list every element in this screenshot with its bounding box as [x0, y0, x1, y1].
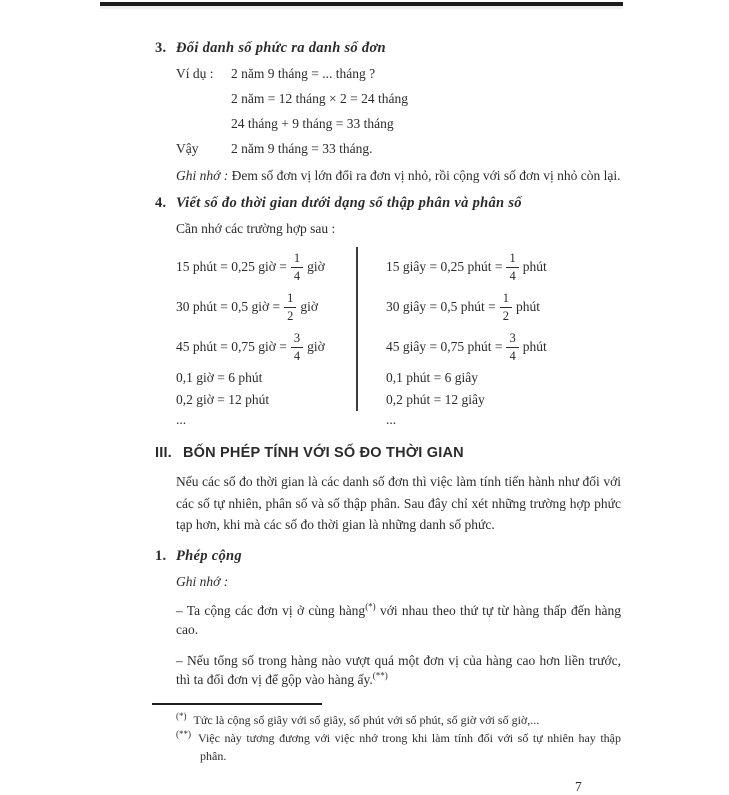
footnote-marker: (**): [176, 729, 191, 739]
conversion-row: [386, 287, 547, 327]
example-line: [176, 91, 621, 107]
fraction-numerator: 1: [500, 291, 512, 307]
conversion-row: [386, 327, 547, 367]
conversion-row: 0,2 giờ = 12 phút: [176, 392, 270, 407]
footnote-separator: [152, 703, 322, 705]
note-label: Ghi nhớ :: [176, 168, 229, 183]
conversion-unit: giờ: [307, 259, 325, 274]
conversion-row: 0,2 phút = 12 giây: [386, 392, 485, 407]
conversion-unit: phút: [522, 339, 547, 354]
fraction: [284, 291, 296, 323]
fraction-denominator: 4: [293, 268, 301, 283]
section-4-heading: [155, 195, 621, 212]
conversion-column-hours: [176, 247, 356, 429]
addition-rule-2: [176, 651, 621, 689]
subsection-1-number: 1.: [155, 547, 167, 564]
fraction: [500, 291, 512, 323]
footnote-2: [176, 729, 621, 765]
section-4-number: 4.: [155, 195, 167, 211]
rule-text: – Nếu tổng số trong hàng nào vượt quá một đơn vị của hàng cao hơn liền trước, thì ta đổi đơn vị để gộp vào hàng ấy.: [176, 652, 621, 687]
conversion-unit: giờ: [300, 299, 319, 314]
conversion-column-minutes: [358, 247, 547, 429]
footnote-text: Tức là cộng số giây với số giây, số phút với số phút, số giờ với số giờ,...: [193, 712, 540, 727]
section-iii-heading: [155, 445, 621, 461]
conclusion-equation: 2 năm 9 tháng = 33 tháng.: [231, 141, 373, 156]
section-3-title: Đổi danh số phức ra danh số đơn: [176, 40, 386, 56]
note-text: Đem số đơn vị lớn đổi ra đơn vị nhỏ, rồi cộng với số đơn vị nhỏ còn lại.: [228, 168, 621, 183]
section-3-number: 3.: [155, 40, 167, 56]
fraction: [291, 251, 303, 283]
example-line: [176, 66, 621, 82]
conversion-row-ellipsis: ...: [176, 412, 187, 427]
fraction: [291, 331, 303, 363]
conversion-row: 0,1 giờ = 6 phút: [176, 370, 263, 385]
section-iii-title: BỐN PHÉP TÍNH VỚI SỐ ĐO THỜI GIAN: [183, 445, 464, 461]
fraction: [506, 331, 518, 363]
conversion-text: 15 phút = 0,25 giờ =: [176, 259, 287, 274]
conversion-text: 15 giây = 0,25 phút =: [386, 259, 503, 274]
section-iii-paragraph: Nếu các số đo thời gian là các danh số đơn thì việc làm tính tiến hành như đối với các số tự nhiên, phân số và số thập phân. Sau đây chỉ xét những trường hợp phức tạp hơn, khi mà các số đo thời gian là những danh số phức.: [176, 474, 621, 532]
example-equation: 2 năm 9 tháng = ... tháng ?: [231, 66, 376, 81]
fraction-numerator: 3: [291, 331, 303, 347]
subsection-1-title: Phép cộng: [176, 547, 242, 564]
fraction-denominator: 4: [293, 348, 301, 363]
conversion-unit: giờ: [307, 339, 325, 354]
conversion-row: [176, 327, 356, 367]
conversion-row: [176, 247, 356, 287]
subsection-note-label: Ghi nhớ :: [176, 573, 229, 589]
subsection-1-heading: [155, 547, 621, 565]
example-label: Ví dụ :: [176, 66, 214, 81]
fraction-denominator: 2: [287, 308, 294, 323]
conversion-row-ellipsis: ...: [386, 412, 397, 427]
section-4-intro: Cần nhớ các trường hợp sau :: [176, 221, 336, 236]
footnote-marker: (*): [176, 710, 187, 721]
example-block: [176, 66, 621, 157]
fraction-numerator: 1: [506, 251, 518, 267]
example-conclusion-line: [176, 141, 621, 157]
conversion-unit: phút: [515, 299, 540, 314]
section-iii-number: III.: [155, 445, 172, 461]
conversion-text: 30 giây = 0,5 phút =: [386, 299, 496, 314]
conversion-text: 45 phút = 0,75 giờ =: [176, 339, 287, 354]
fraction-denominator: 2: [502, 308, 509, 323]
example-equation: 2 năm = 12 tháng × 2 = 24 tháng: [231, 91, 408, 106]
rule-text: – Ta cộng các đơn vị ở cùng hàng: [176, 602, 366, 618]
footnote-marker-ref: (*): [365, 601, 376, 611]
rule-text: với nhau theo thứ tự từ hàng thấp đến hàng cao.: [176, 602, 621, 637]
scan-edge-shadow: [100, 6, 623, 9]
section-3-note: [176, 166, 621, 185]
section-3-heading: [155, 40, 621, 57]
section-4-title: Viết số đo thời gian dưới dạng số thập phân và phân số: [176, 195, 522, 211]
conversion-text: 45 giây = 0,75 phút =: [386, 339, 503, 354]
fraction-numerator: 3: [506, 331, 518, 347]
example-line: [176, 116, 621, 132]
addition-rule-1: [176, 601, 621, 639]
example-equation: 24 tháng + 9 tháng = 33 tháng: [231, 116, 394, 131]
footnote-marker-ref: (**): [372, 670, 388, 680]
conversion-text: 30 phút = 0,5 giờ =: [176, 299, 281, 314]
footnote-text: Việc này tương đương với việc nhớ trong khi làm tính đối với số tự nhiên hay thập phân.: [198, 731, 621, 763]
fraction-denominator: 4: [509, 268, 516, 283]
fraction-denominator: 4: [509, 348, 516, 363]
fraction-numerator: 1: [284, 291, 296, 307]
conversion-row: [176, 287, 356, 327]
conversion-unit: phút: [522, 259, 547, 274]
conclusion-label: Vậy: [176, 141, 199, 156]
fraction: [506, 251, 518, 283]
fraction-numerator: 1: [291, 251, 303, 267]
conversion-row: 0,1 phút = 6 giây: [386, 370, 478, 385]
conversion-table: [176, 247, 621, 429]
page-number: 7: [575, 779, 582, 794]
conversion-row: [386, 247, 547, 287]
footnote-1: [176, 710, 621, 730]
